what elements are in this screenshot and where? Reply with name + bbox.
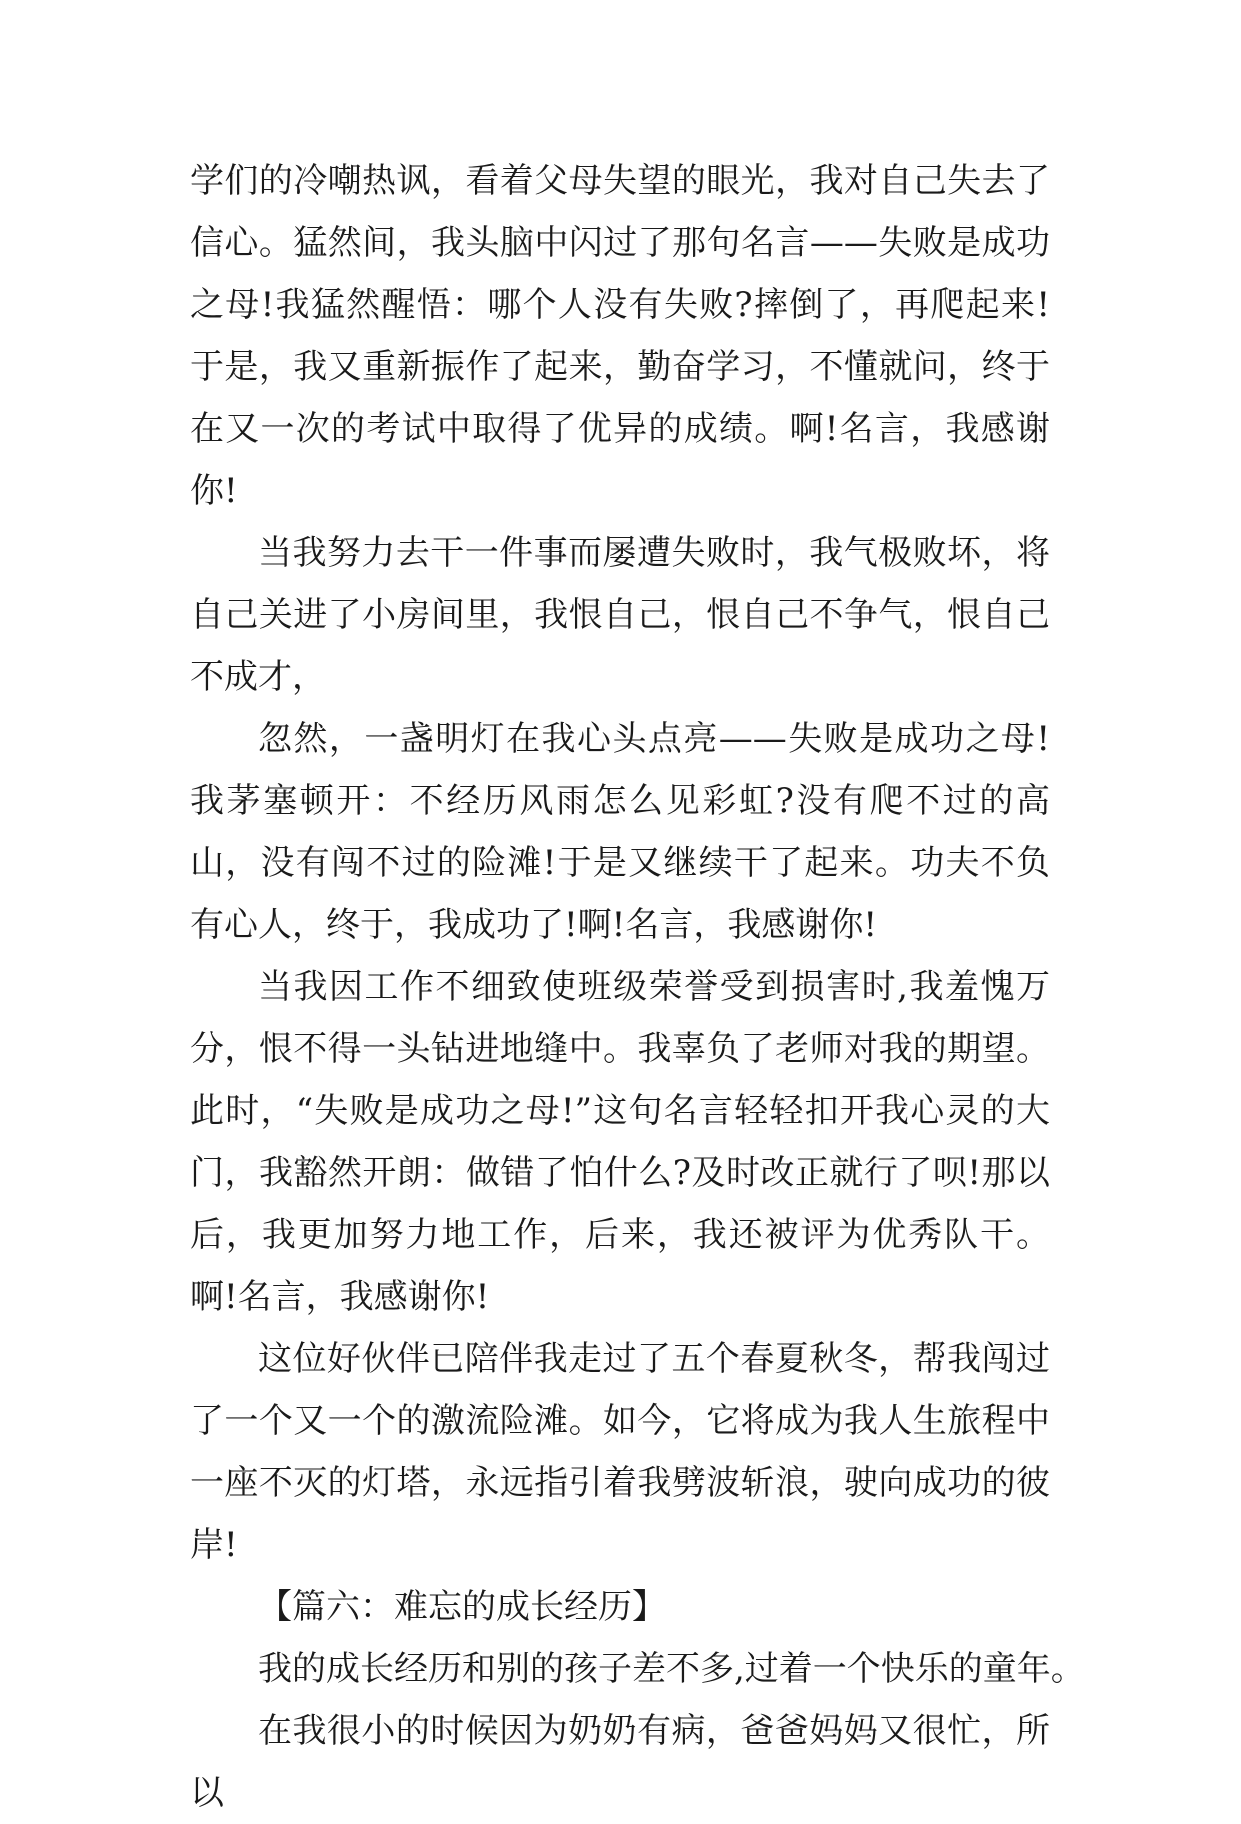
- paragraph: 忽然，一盏明灯在我心头点亮——失败是成功之母!我茅塞顿开：不经历风雨怎么见彩虹?没有爬不过的高山，没有闯不过的险滩!于是又继续干了起来。功夫不负有心人，终于，我成功了!啊!名言，我感谢你!: [190, 719, 1050, 945]
- paragraph: 学们的冷嘲热讽，看着父母失望的眼光，我对自己失去了信心。猛然间，我头脑中闪过了那句名言——失败是成功之母!我猛然醒悟：哪个人没有失败?摔倒了，再爬起来!于是，我又重新振作了起来，勤奋学习，不懂就问，终于在又一次的考试中取得了优异的成绩。啊!名言，我感谢你!: [190, 161, 1050, 511]
- document-body: [190, 150, 1085, 1824]
- paragraph: 我的成长经历和别的孩子差不多,过着一个快乐的童年。: [258, 1649, 1085, 1689]
- paragraph: 在我很小的时候因为奶奶有病，爸爸妈妈又很忙，所以: [190, 1711, 1050, 1813]
- paragraph: 这位好伙伴已陪伴我走过了五个春夏秋冬，帮我闯过了一个又一个的激流险滩。如今，它将成为我人生旅程中一座不灭的灯塔，永远指引着我劈波斩浪，驶向成功的彼岸!: [190, 1339, 1050, 1565]
- paragraph: 当我努力去干一件事而屡遭失败时，我气极败坏，将自己关进了小房间里，我恨自己，恨自己不争气，恨自己不成才，: [190, 533, 1050, 697]
- paragraph: 当我因工作不细致使班级荣誉受到损害时,我羞愧万分，恨不得一头钻进地缝中。我辜负了老师对我的期望。此时，“失败是成功之母!”这句名言轻轻扣开我心灵的大门，我豁然开朗：做错了怕什么?及时改正就行了呗!那以后，我更加努力地工作，后来，我还被评为优秀队干。啊!名言，我感谢你!: [190, 967, 1050, 1317]
- section-heading: 【篇六：难忘的成长经历】: [258, 1587, 666, 1627]
